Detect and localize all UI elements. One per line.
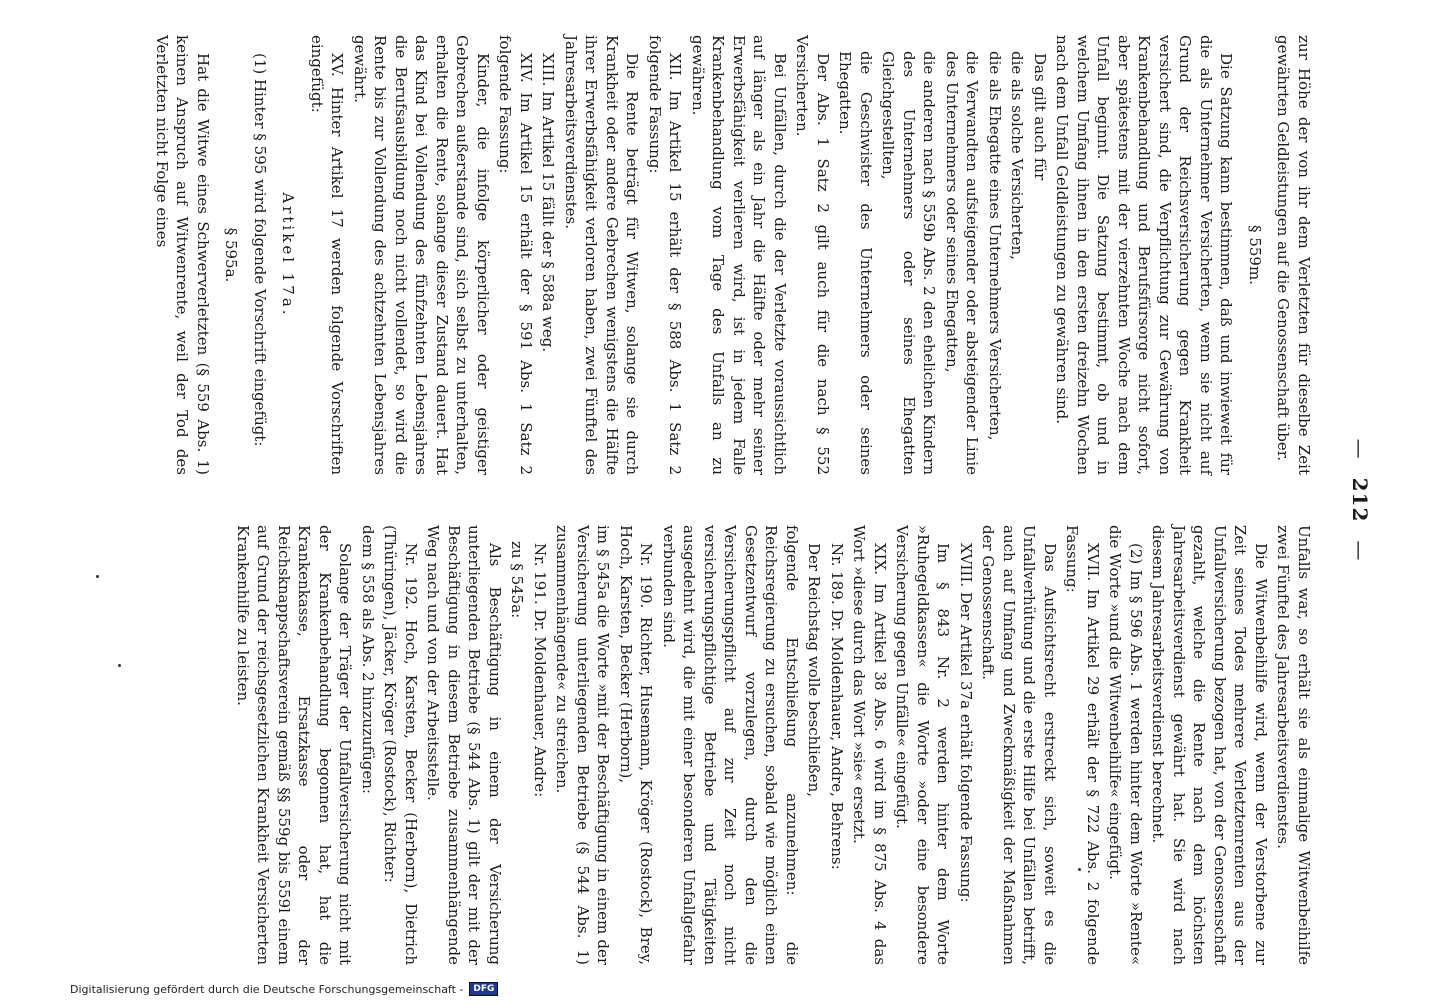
right-column-paragraph: XIX. Im Artikel 38 Abs. 6 wird im § 875 Abs. 4 das Wort »diese durch das Wort »sie« ersetzt. <box>850 525 889 965</box>
left-column-paragraph: Die Rente beträgt für Witwen, solange sie durch Krankheit oder andere Gebrechen wenigstens die Hälfte ihrer Erwerbsfähigkeit verloren haben, zwei Fünftel des Jahresarbeitsverdienstes. <box>562 35 642 475</box>
left-column-paragraph: Kinder, die infolge körperlicher oder geistiger Gebrechen außerstande sind, sich selbst zu unterhalten, erhalten die Rente, solange dieser Zustand dauert. Hat das Kind bei Vollendung des fünfzehnten Lebensjahres die Berufsausbildung noch nicht vollendet, so wird die Rente bis zur Vollendung des achtzehnten Lebensjahres gewährt. <box>351 35 492 475</box>
right-column-paragraph: im § 545a die Worte »mit der Beschäftigung in einem der Versicherung unterliegenden Betriebe (§ 544 Abs. 1) zusammenhängende« zu streichen. <box>553 525 613 965</box>
left-column-paragraph: die als solche Versicherten, <box>1008 51 1027 260</box>
right-column-paragraph: Nr. 192. Hoch, Karsten, Becker (Herborn), Dietrich (Thüringen), Jäcker, Kröger (Rostock), Richter: <box>381 525 420 965</box>
left-column-paragraph: Das gilt auch für <box>1031 53 1049 181</box>
footer-credit-text: Digitalisierung gefördert durch die Deutsche Forschungsgemeinschaft - <box>70 982 464 996</box>
right-column-paragraph: XVII. Im Artikel 29 erhält der § 722 Abs. 2 folgende Fassung: <box>1063 525 1102 965</box>
scan-speck <box>118 664 121 667</box>
left-column-paragraph: die als Ehegatte eines Unternehmers Versicherten, <box>986 51 1004 441</box>
right-column-paragraph: Der Reichstag wolle beschließen, <box>805 543 824 798</box>
right-column-paragraph: Im § 843 Nr. 2 werden hinter dem Worte »Ruhegeldkassen« die Worte »oder eine besondere Versicherung gegen Unfälle« eingefügt. <box>893 525 953 965</box>
left-column-paragraph: die Verwandten aufsteigender oder absteigender Linie des Unternehmers oder seines Ehegatten, <box>943 51 982 475</box>
right-column-paragraph: Unfalls war, so erhält sie als einmalige Witwenbeihilfe zwei Fünftel des Jahresarbeitsverdienstes. <box>1274 525 1313 965</box>
left-column-paragraph: XV. Hinter Artikel 17 werden folgende Vorschriften eingefügt: <box>308 35 347 475</box>
left-column-paragraph: XIV. Im Artikel 15 erhält der § 591 Abs. 1 Satz 2 folgende Fassung: <box>496 35 535 475</box>
right-column-paragraph: Als Beschäftigung in einem der Versicherung unterliegenden Betriebe (§ 544 Abs. 1) gilt der mit der Beschäftigung in diesem Betriebe zusammenhängende Weg nach und von der Arbeitsstelle. <box>424 525 504 965</box>
left-column-paragraph: die anderen nach § 559b Abs. 2 den ehelichen Kindern des Unternehmers oder seines Ehegatten Gleichgestellten, <box>879 51 939 475</box>
right-column-paragraph: Das Aufsichtsrecht erstreckt sich, soweit es die Unfallverhütung und die erste Hilfe bei Unfällen betrifft, auch auf Umfang und Zweckmäßigkeit der Maßnahmen der Genossenschaft. <box>979 525 1059 965</box>
left-column-paragraph: Die Satzung kann bestimmen, daß und inwieweit für die als Unternehmer Versicherten, wenn sie nicht auf Grund der Reichsversicherung gegen Krankheit versichert sind, die Verpflichtung zur Gewährung von Krankenbehandlung und Berufsfürsorge nicht sofort, aber spätestens mit der vierzehnten Woche nach dem Unfall beginnt. Die Satzung bestimmt, ob und in welchem Umfang ihnen in den ersten dreizehn Wochen nach dem Unfall Geldleistungen zu gewähren sind. <box>1053 35 1236 475</box>
left-column <box>150 35 1315 475</box>
right-column-paragraph: folgende Entschließung anzunehmen: die Reichsregierung zu ersuchen, sobald wie möglich einen Gesetzentwurf vorzulegen, durch den die Versicherungspflicht auf zur Zeit noch nicht versicherungspflichtige Betriebe und Tätigkeiten ausgedehnt wird, die mit einer besonderen Unfallgefahr verbunden sind. <box>660 525 801 965</box>
left-column-paragraph: Der Abs. 1 Satz 2 gilt auch für die nach § 552 Versicherten. <box>793 35 832 475</box>
left-column-paragraph: Bei Unfällen, durch die der Verletzte voraussichtlich auf länger als ein Jahr die Hälfte oder mehr seiner Erwerbsfähigkeit verlieren wird, ist in jedem Falle Krankenbehandlung vom Tage des Unfalls an zu gewähren. <box>689 35 789 475</box>
page-header <box>1348 0 1372 1000</box>
right-column-paragraph: Nr. 191. Dr. Moldenhauer, Andre: <box>531 543 549 798</box>
left-column-paragraph: XII. Im Artikel 15 erhält der § 588 Abs. 1 Satz 2 folgende Fassung: <box>646 35 685 475</box>
right-column-paragraph: Die Witwenbeihilfe wird, wenn der Verstorbene zur Zeit seines Todes mehrere Verletztenrenten aus der Unfallversicherung bezogen hat, von der Genossenschaft gezahlt, welche die Rente nach dem höchsten Jahresarbeitsverdienst gewährt hat. Sie wird nach diesem Jahresarbeitsverdienst berechnet. <box>1149 525 1270 965</box>
scan-speck <box>96 575 99 578</box>
right-column-paragraph: dem § 558 als Abs. 2 hinzuzufügen: <box>359 525 377 794</box>
header-dash-right: — <box>1348 540 1372 562</box>
left-column-paragraph: (1) Hinter § 595 wird folgende Vorschrift eingefügt: <box>251 53 269 447</box>
right-column <box>231 525 1315 965</box>
dfg-logo: DFG <box>469 982 498 996</box>
right-column-paragraph: Solange der Träger der Unfallversicherung nicht mit der Krankenbehandlung begonnen hat, hat die Krankenkasse, Ersatzkasse oder der Reichsknappschaftsverein gemäß §§ 559g bis 559l einem auf Grund der reichsgesetzlichen Krankheit Versicherten Krankenhilfe zu leisten. <box>234 525 355 965</box>
footer-credit <box>70 982 498 996</box>
right-column-paragraph: (2) Im § 596 Abs. 1 werden hinter dem Worte »Rente« die Worte »und die Witwenbeihilfe« eingefügt. <box>1106 525 1145 965</box>
right-column-paragraph: Nr. 189. Dr. Moldenhauer, Andre, Behrens: <box>828 543 846 870</box>
left-column-paragraph: XIII. Im Artikel 15 fällt der § 588a weg. <box>539 53 558 353</box>
left-column-paragraph: Artikel 17a. <box>279 192 298 318</box>
left-column-paragraph: zur Höhe der von ihr dem Verletzten für dieselbe Zeit gewährten Geldleistungen auf die Genossenschaft über. <box>1274 35 1313 475</box>
scan-speck <box>1078 868 1081 871</box>
left-column-paragraph: Hat die Witwe eines Schwerverletzten (§ 559 Abs. 1) keinen Anspruch auf Witwenrente, weil der Tod des Verletzten nicht Folge eines <box>153 35 212 475</box>
left-column-paragraph: § 559m. <box>1246 225 1264 285</box>
left-column-paragraph: die Geschwister des Unternehmers oder seines Ehegatten. <box>836 51 875 475</box>
right-column-paragraph: XVIII. Der Artikel 37a erhält folgende Fassung: <box>957 543 975 903</box>
right-column-paragraph: Nr. 190. Richter, Husemann, Kröger (Rostock), Brey, Hoch, Karsten, Becker (Herborn), <box>617 525 656 965</box>
right-column-paragraph: zu § 545a: <box>508 541 527 619</box>
header-dash-left: — <box>1348 438 1372 460</box>
page-number: 212 <box>1348 477 1372 523</box>
left-column-paragraph: § 595a. <box>222 227 241 283</box>
